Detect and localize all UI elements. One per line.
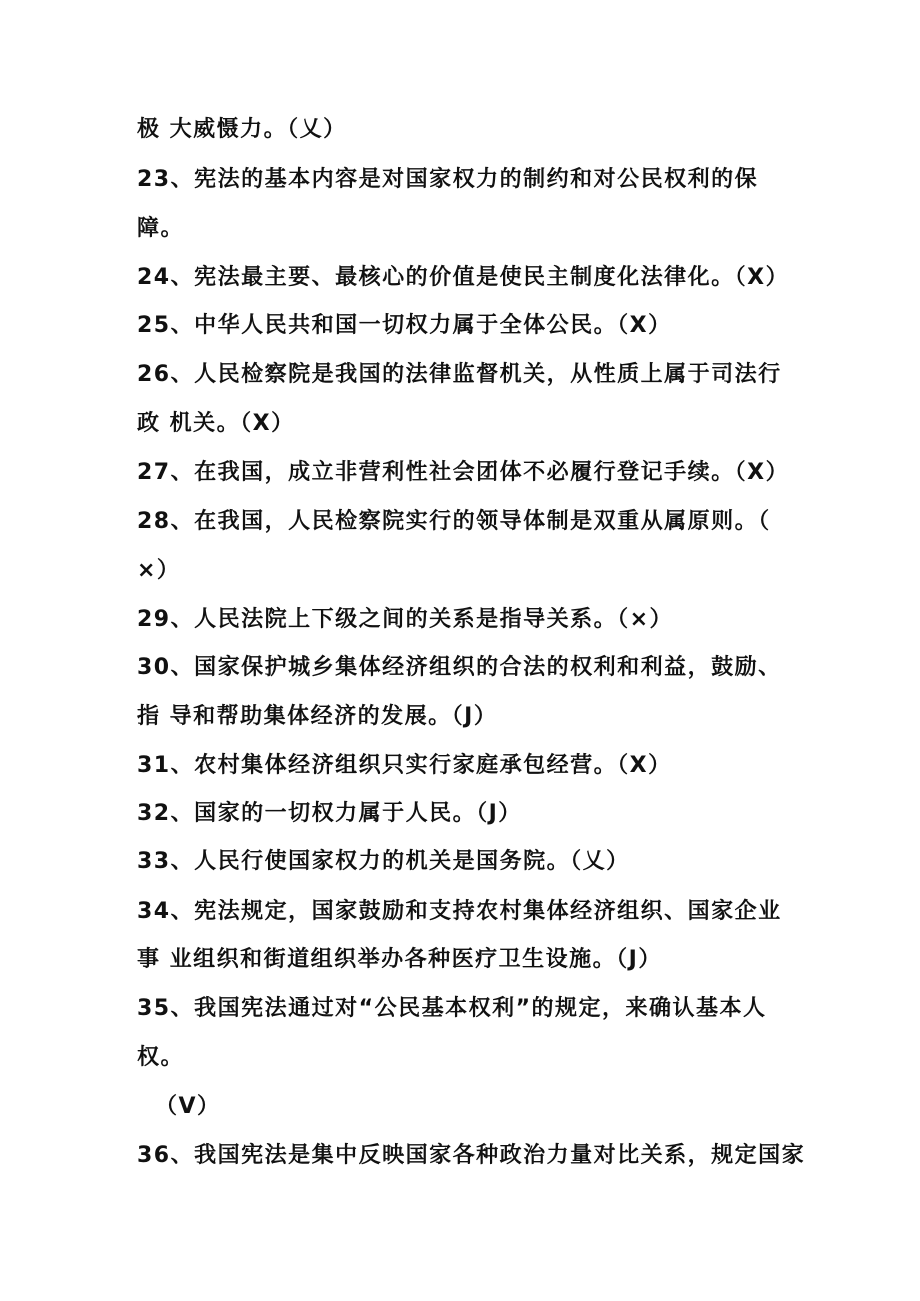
text-line: 权。 [137, 1045, 185, 1070]
text-line: ×） [137, 558, 181, 583]
text-line: 29、人民法院上下级之间的关系是指导关系。（×） [137, 607, 674, 632]
text-line: 指 导和帮助集体经济的发展。（J） [137, 704, 498, 729]
text-line: 23、宪法的基本内容是对国家权力的制约和对公民权利的保 [137, 167, 759, 192]
text-line: 31、农村集体经济组织只实行家庭承包经营。（X） [137, 753, 672, 778]
text-line: 35、我国宪法通过对“公民基本权利”的规定，来确认基本人 [137, 996, 767, 1021]
text-line: 34、宪法规定，国家鼓励和支持农村集体经济组织、国家企业 [137, 899, 782, 924]
text-line: 25、中华人民共和国一切权力属于全体公民。（X） [137, 313, 672, 338]
text-line: 30、国家保护城乡集体经济组织的合法的权利和利益，鼓励、 [137, 655, 782, 680]
text-line: 36、我国宪法是集中反映国家各种政治力量对比关系，规定国家 [137, 1143, 806, 1168]
text-line: 27、在我国，成立非营利性社会团体不必履行登记手续。（X） [137, 460, 790, 485]
text-line: 32、国家的一切权力属于人民。（J） [137, 801, 522, 826]
text-line: 26、人民检察院是我国的法律监督机关，从性质上属于司法行 [137, 362, 782, 387]
text-line: 极 大威慑力。（乂） [137, 117, 347, 142]
text-line: 事 业组织和街道组织举办各种医疗卫生设施。（J） [137, 947, 662, 972]
text-line: （V） [155, 1094, 221, 1119]
text-line: 24、宪法最主要、最核心的价值是使民主制度化法律化。（X） [137, 265, 790, 290]
text-line: 28、在我国，人民检察院实行的领导体制是双重从属原则。（ [137, 509, 771, 534]
text-line: 障。 [137, 216, 185, 241]
text-line: 政 机关。（X） [137, 411, 295, 436]
text-line: 33、人民行使国家权力的机关是国务院。（乂） [137, 849, 630, 874]
